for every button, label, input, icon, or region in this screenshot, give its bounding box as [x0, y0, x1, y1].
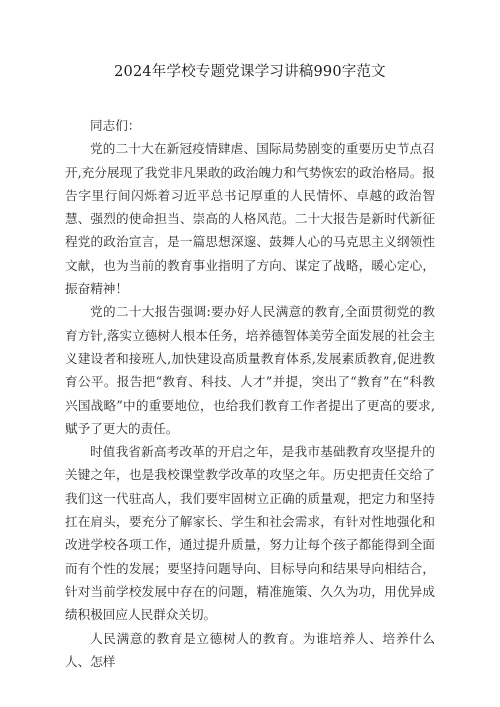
- paragraph-2: 党的二十大报告强调:要办好人民满意的教育,全面贯彻党的教育方针,落实立德树人根本任务，培养德智体美劳全面发展的社会主义建设者和接班人,加快建设高质量教育体系,发展素质教育,促进教育公平。报告把“教育、科技、人才”并提，突出了“教育”在“科教兴国战略”中的重要地位，也给我们教育工作者提出了更高的要求,赋予了更大的责任。: [65, 304, 435, 436]
- paragraph-4: 人民满意的教育是立德树人的教育。为谁培养人、培养什么人、怎样: [65, 630, 435, 669]
- paragraph-3: 时值我省新高考改革的开启之年，是我市基础教育攻坚提升的关键之年，也是我校课堂教学改革的攻坚之年。历史把责任交给了我们这一代驻高人，我们要牢固树立正确的质量观，把定力和坚持扛在肩头，要充分了解家长、学生和社会需求，有针对性地强化和改进学校各项工作，通过提升质量，努力让每个孩子都能得到全面而有个性的发展；要坚持问题导向、目标导向和结果导向相结合，针对当前学校发展中存在的问题，精准施策、久久为功，用优异成绩积极回应人民群众关切。: [65, 444, 435, 623]
- salutation: 同志们：: [90, 118, 141, 133]
- document-title: 2024年学校专题党课学习讲稿990字范文: [114, 64, 386, 80]
- document-body: [65, 114, 435, 673]
- paragraph-1: 党的二十大在新冠疫情肆虐、国际局势剧变的重要历史节点召开,充分展现了我党非凡果敢的政治魄力和气势恢宏的政治格局。报告字里行间闪烁着习近平总书记厚重的人民情怀、卓越的政治智慧、强烈的使命担当、崇高的人格风范。二十大报告是新时代新征程党的政治宣言，是一篇思想深邃、鼓舞人心的马克思主义纲领性文献，也为当前的教育事业指明了方向、谋定了战略，暖心定心，振奋精神！: [65, 141, 435, 297]
